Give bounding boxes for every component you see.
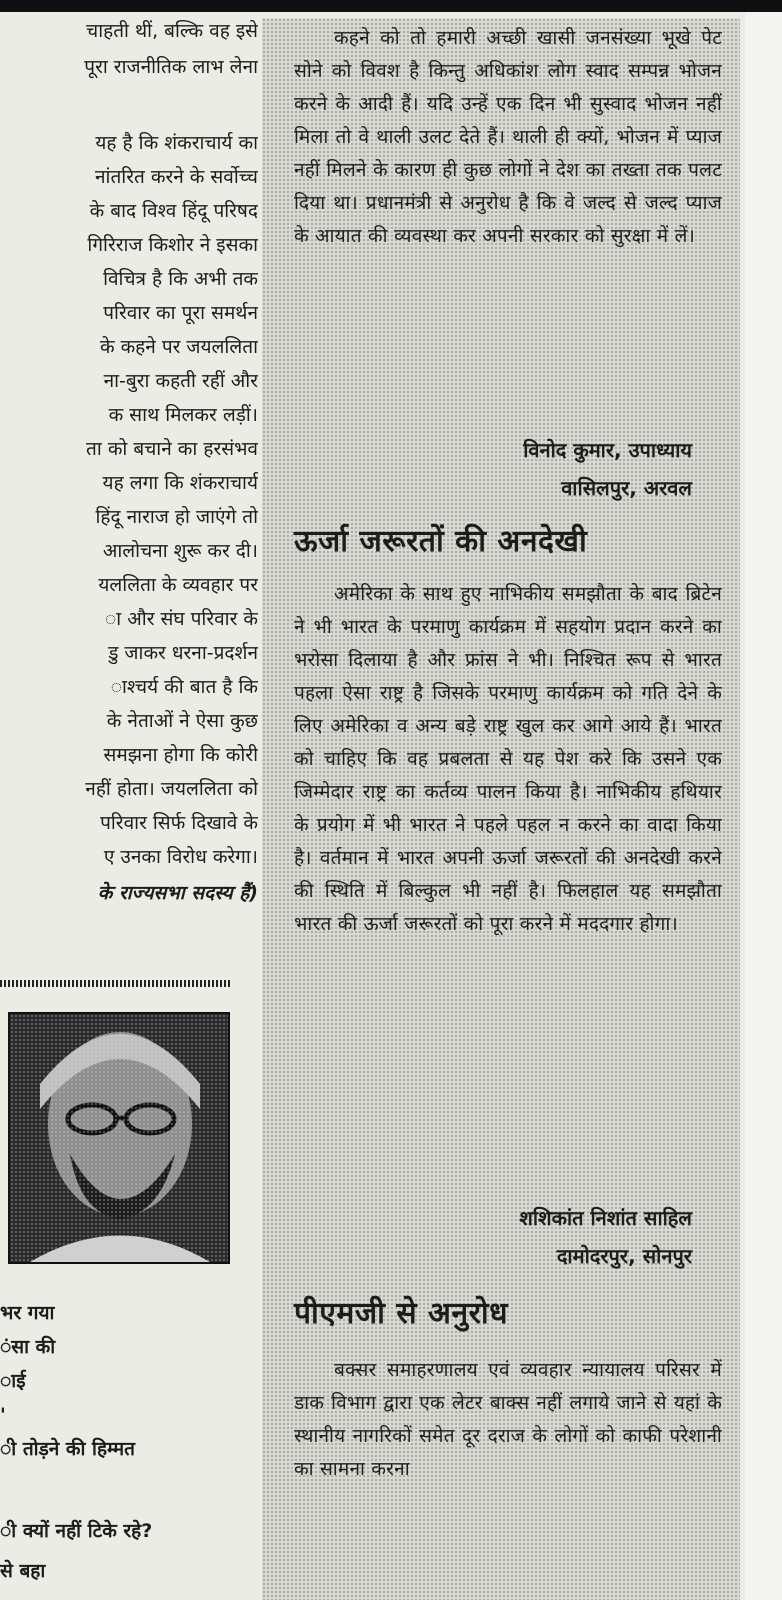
letters-column xyxy=(262,18,740,1600)
left-line: के बाद विश्व हिंदू परिषद xyxy=(89,200,258,222)
caption-line: ाई xyxy=(0,1370,26,1392)
left-line: नांतरित करने के सर्वोच्च xyxy=(95,166,258,188)
caption-line: ी क्यों नहीं टिके रहे? xyxy=(0,1520,153,1542)
left-line: ाश्चर्य की बात है कि xyxy=(110,676,258,698)
left-line: पूरा राजनीतिक लाभ लेना xyxy=(84,56,258,78)
left-line: क साथ मिलकर लड़ीं। xyxy=(108,404,258,426)
letter-2-author: शशिकांत निशांत साहिल xyxy=(519,1206,692,1230)
left-line: के कहने पर जयललिता xyxy=(99,336,258,358)
letter-2-place: दामोदरपुर, सोनपुर xyxy=(556,1244,692,1268)
left-line: आलोचना शुरू कर दी। xyxy=(102,540,258,562)
author-photo xyxy=(8,1012,230,1264)
left-line: परिवार सिर्फ दिखावे के xyxy=(100,812,258,834)
letter-1-author: विनोद कुमार, उपाध्याय xyxy=(523,438,692,462)
caption-line: ी तोड़ने की हिम्मत xyxy=(0,1438,135,1460)
portrait-halftone xyxy=(10,1014,228,1262)
left-line: चाहती थीं, बल्कि वह इसे xyxy=(86,20,258,42)
letter-2-paragraph: अमेरिका के साथ हुए नाभिकीय समझौता के बाद ब्रिटेन ने भी भारत के परमाणु कार्यक्रम में सहयोग प्रदान करने का भरोसा दिलाया है और फ्रांस ने भी। निश्चित रूप से भारत पहला ऐसा राष्ट्र है जिसके परमाणु कार्यक्रम को गति देने के लिए अमेरिका व अन्य बड़े राष्ट्र खुल कर आगे आये हैं। भारत को चाहिए कि वह प्रबलता से यह पेश करे कि उसने एक जिम्मेदार राष्ट्र का कर्तव्य पालन किया है। नाभिकीय हथियार के प्रयोग में भी भारत ने पहले पहल न करने का वादा किया है। वर्तमान में भारत अपनी ऊर्जा जरूरतों की अनदेखी करने की स्थिति में बिल्कुल भी नहीं है। फिलहाल यह समझौता भारत की ऊर्जा जरूरतों को पूरा करने में मददगार होगा। xyxy=(294,583,722,935)
left-line: ए उनका विरोध करेगा। xyxy=(103,846,258,868)
caption-line: ंसा की xyxy=(0,1336,56,1358)
left-line: परिवार का पूरा समर्थन xyxy=(103,302,258,324)
caption-line: से बहा xyxy=(0,1560,46,1582)
caption-line: भर गया xyxy=(0,1302,55,1324)
left-line: यह लगा कि शंकराचार्य xyxy=(102,472,258,494)
letter-2-body xyxy=(294,578,722,1188)
scan-top-edge xyxy=(0,0,782,12)
letter-2-heading: ऊर्जा जरूरतों की अनदेखी xyxy=(294,524,588,559)
left-line: ा और संघ परिवार के xyxy=(105,608,258,630)
left-line: के नेताओं ने ऐसा कुछ xyxy=(106,710,258,732)
letter-3-paragraph: बक्सर समाहरणालय एवं व्यवहार न्यायालय परिसर में डाक विभाग द्वारा एक लेटर बाक्स नहीं लगाये जाने से यहां के स्थानीय नागरिकों समेत दूर दराज के लोगों को काफी परेशानी का सामना करना xyxy=(294,1359,722,1480)
left-line: समझना होगा कि कोरी xyxy=(103,744,258,766)
left-article-column xyxy=(0,14,262,1600)
letter-3-heading: पीएमजी से अनुरोध xyxy=(294,1296,509,1331)
left-line: यललिता के व्यवहार पर xyxy=(98,574,258,596)
left-line: नहीं होता। जयललिता को xyxy=(85,778,258,800)
left-line: गिरिराज किशोर ने इसका xyxy=(87,234,258,256)
caption-line: ' xyxy=(0,1404,6,1426)
left-line: यह है कि शंकराचार्य का xyxy=(95,132,258,154)
letter-1-body xyxy=(294,22,722,422)
page-margin xyxy=(745,12,782,1600)
left-line: ता को बचाने का हरसंभव xyxy=(86,438,258,460)
caption-line xyxy=(0,1466,250,1500)
letter-1-paragraph: कहने को तो हमारी अच्छी खासी जनसंख्या भूखे पेट सोने को विवश है किन्तु अधिकांश लोग स्वाद सम्पन्न भोजन करने के आदी हैं। यदि उन्हें एक दिन भी सुस्वाद भोजन नहीं मिला तो वे थाली उलट देते हैं। थाली ही क्यों, भोजन में प्याज नहीं मिलने के कारण ही कुछ लोगों ने देश का तख्ता तक पलट दिया था। प्रधानमंत्री से अनुरोध है कि वे जल्द से जल्द प्याज के आयात की व्यवस्था कर अपनी सरकार को सुरक्षा में लें। xyxy=(294,27,722,247)
author-note: के राज्यसभा सदस्य हैं) xyxy=(97,882,258,904)
left-line: विचित्र है कि अभी तक xyxy=(103,268,258,290)
letter-3-body xyxy=(294,1354,722,1594)
left-line: डु जाकर धरना-प्रदर्शन xyxy=(108,642,258,664)
left-line: हिंदू नाराज हो जाएंगे तो xyxy=(95,506,258,528)
dotted-divider xyxy=(0,980,230,987)
left-line: ना-बुरा कहती रहीं और xyxy=(103,370,258,392)
left-line xyxy=(0,86,258,120)
letter-1-place: वासिलपुर, अरवल xyxy=(561,476,692,500)
